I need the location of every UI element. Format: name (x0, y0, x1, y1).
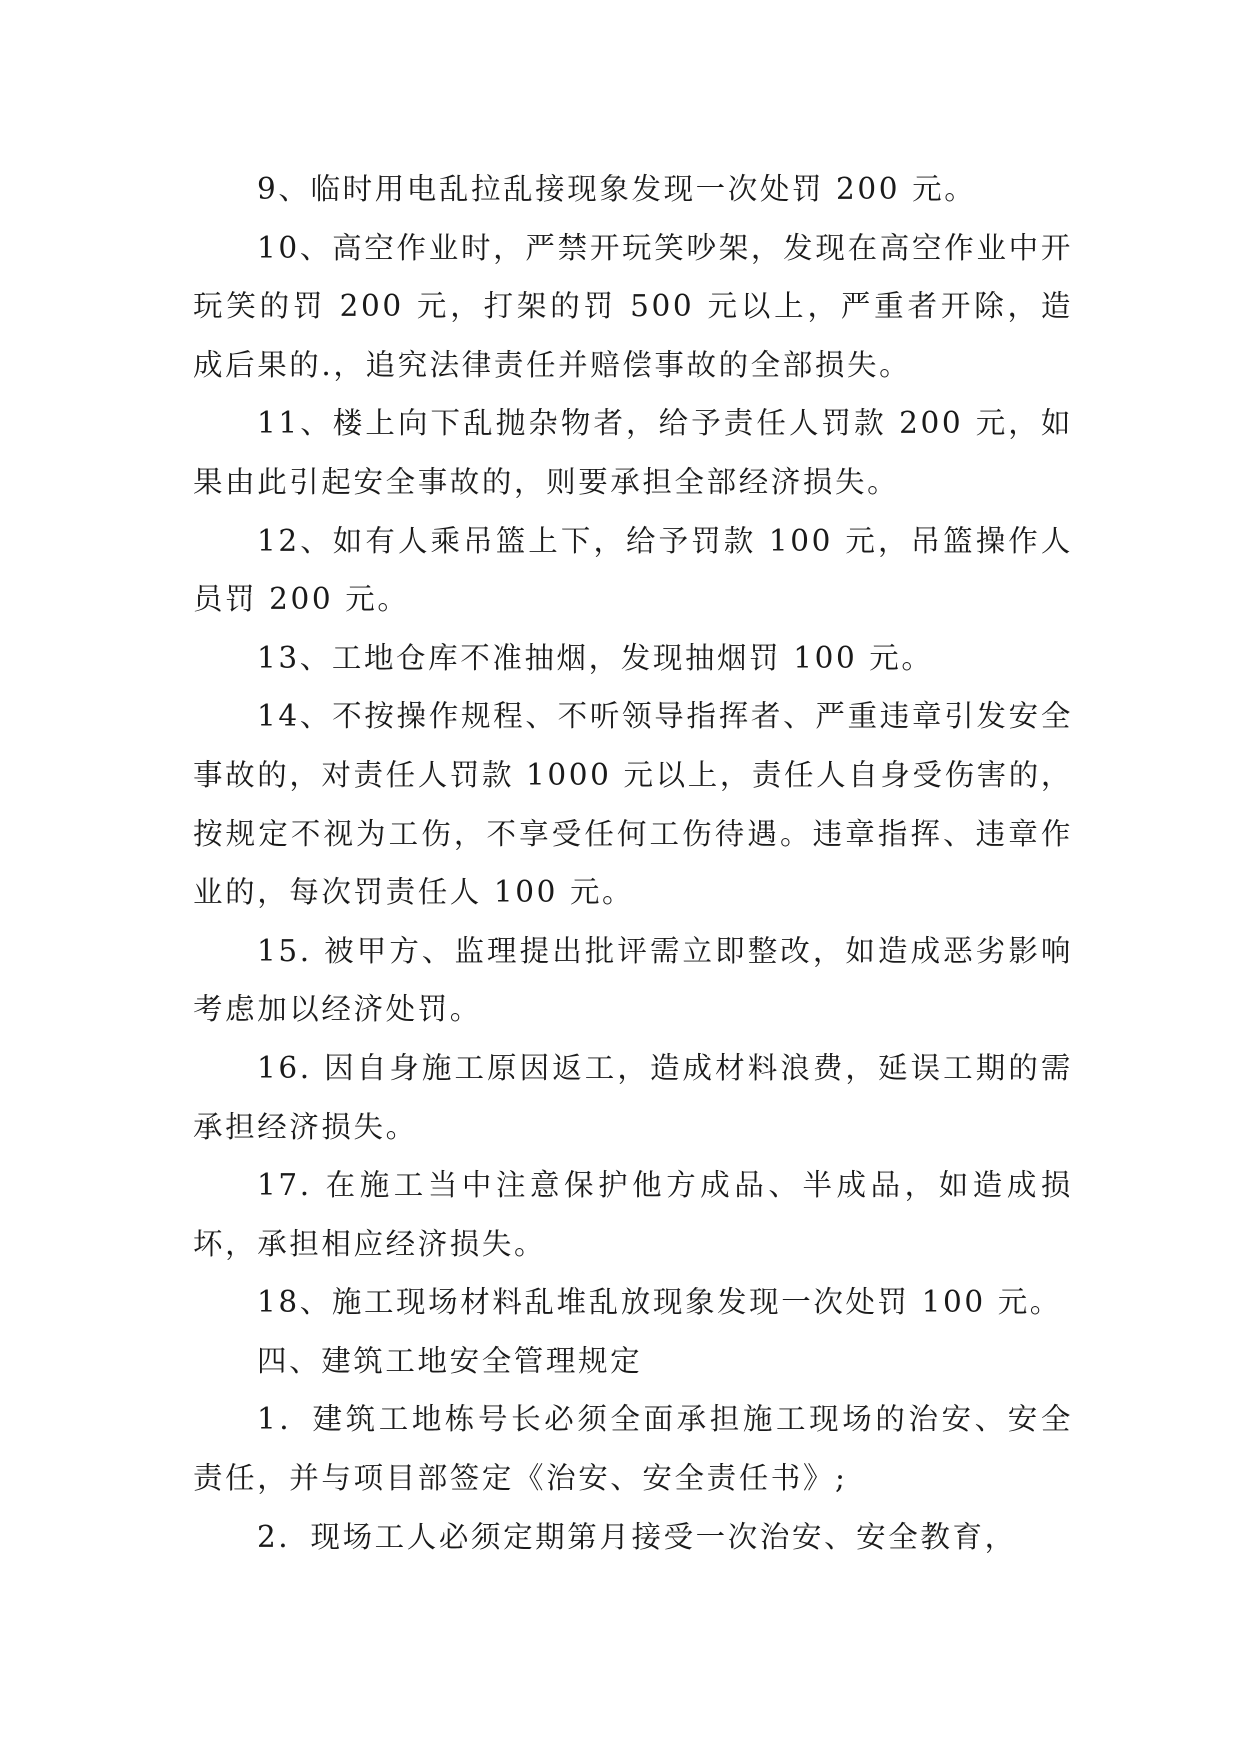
paragraph-safety-2: 2．现场工人必须定期第月接受一次治安、安全教育， (257, 1519, 1017, 1554)
paragraph-rule-10: 10、高空作业时，严禁开玩笑吵架，发现在高空作业中开玩笑的罚 200 元，打架的罚 500 元以上，严重者开除，造成后果的.，追究法律责任并赔偿事故的全部损失。 (193, 230, 1073, 382)
paragraph-safety-1: 1．建筑工地栋号长必须全面承担施工现场的治安、安全责任，并与项目部签定《治安、安全责任书》; (193, 1402, 1073, 1496)
paragraph-rule-12: 12、如有人乘吊篮上下，给予罚款 100 元，吊篮操作人员罚 200 元。 (193, 523, 1073, 617)
paragraph-rule-18: 18、施工现场材料乱堆乱放现象发现一次处罚 100 元。 (257, 1285, 1062, 1320)
paragraph-rule-16: 16. 因自身施工原因返工，造成材料浪费，延误工期的需承担经济损失。 (193, 1050, 1073, 1144)
paragraph-rule-9: 9、临时用电乱拉乱接现象发现一次处罚 200 元。 (257, 172, 977, 206)
paragraph-rule-17: 17. 在施工当中注意保护他方成品、半成品，如造成损坏，承担相应经济损失。 (193, 1168, 1073, 1261)
paragraph-rule-14: 14、不按操作规程、不听领导指挥者、严重违章引发安全事故的，对责任人罚款 1000 元以上，责任人自身受伤害的，按规定不视为工伤，不享受任何工伤待遇。违章指挥、违章作业的，每次罚责任人 100 元。 (193, 699, 1073, 910)
document-body (193, 160, 1073, 1566)
paragraph-rule-13: 13、工地仓库不准抽烟，发现抽烟罚 100 元。 (257, 640, 934, 675)
paragraph-rule-15: 15. 被甲方、监理提出批评需立即整改，如造成恶劣影响考虑加以经济处罚。 (193, 933, 1073, 1027)
paragraph-rule-11: 11、楼上向下乱抛杂物者，给予责任人罚款 200 元，如果由此引起安全事故的，则要承担全部经济损失。 (193, 406, 1073, 499)
section-heading-4: 四、建筑工地安全管理规定 (257, 1343, 643, 1378)
